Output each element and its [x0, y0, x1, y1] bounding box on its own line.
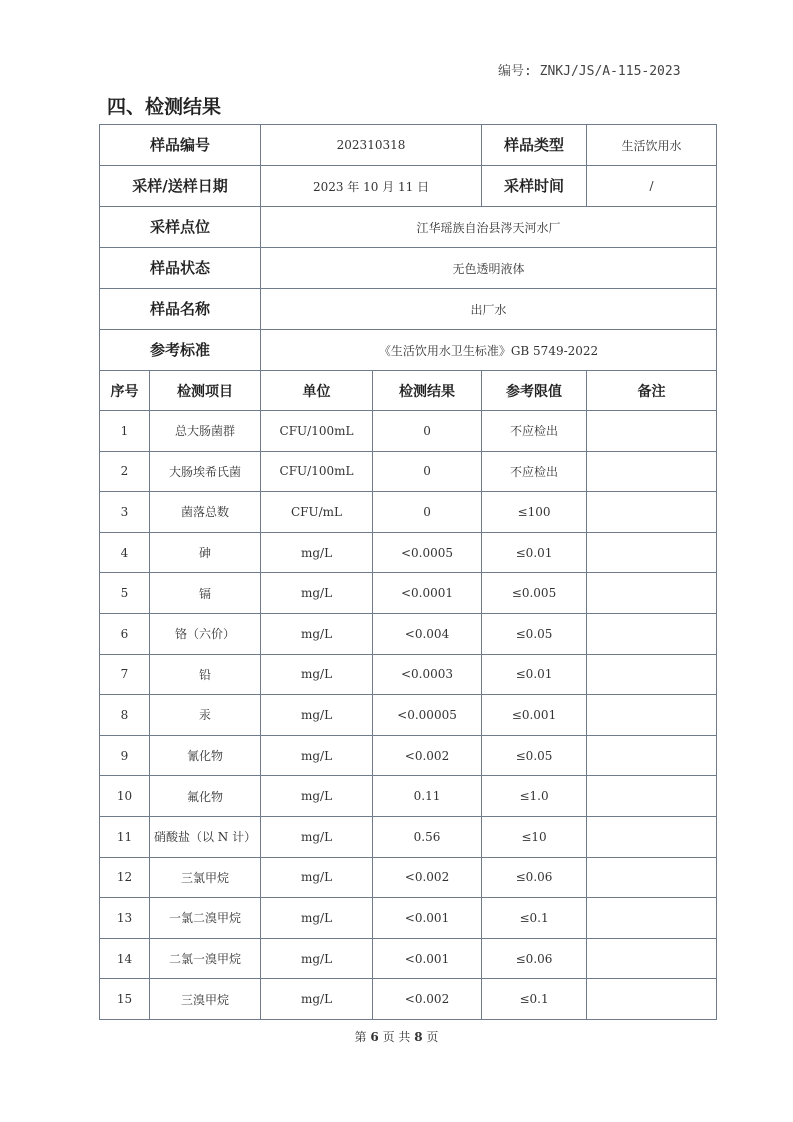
row-limit: 不应检出: [482, 411, 587, 452]
row-no: 8: [100, 695, 150, 736]
row-note: [587, 451, 717, 492]
row-no: 5: [100, 573, 150, 614]
info-row-sampling-date: [100, 166, 717, 207]
row-result: <0.001: [373, 898, 482, 939]
results-table: [99, 124, 717, 1020]
row-no: 6: [100, 613, 150, 654]
row-note: [587, 573, 717, 614]
table-row: [100, 411, 717, 452]
row-result: 0.56: [373, 816, 482, 857]
page-total: 8: [414, 1030, 423, 1044]
row-unit: mg/L: [261, 573, 373, 614]
row-no: 4: [100, 532, 150, 573]
row-unit: CFU/mL: [261, 492, 373, 533]
row-no: 10: [100, 776, 150, 817]
row-result: 0.11: [373, 776, 482, 817]
row-note: [587, 979, 717, 1020]
name-label: 样品名称: [100, 289, 261, 330]
table-row: [100, 938, 717, 979]
row-item: 大肠埃希氏菌: [150, 451, 261, 492]
row-no: 2: [100, 451, 150, 492]
table-row: [100, 776, 717, 817]
row-item: 汞: [150, 695, 261, 736]
row-limit: ≤0.1: [482, 979, 587, 1020]
info-row-name: [100, 289, 717, 330]
row-item: 镉: [150, 573, 261, 614]
sampling-time-label: 采样时间: [482, 166, 587, 207]
row-result: <0.001: [373, 938, 482, 979]
row-note: [587, 898, 717, 939]
page-prefix: 第: [354, 1030, 367, 1044]
row-limit: ≤0.1: [482, 898, 587, 939]
row-unit: mg/L: [261, 816, 373, 857]
row-note: [587, 532, 717, 573]
row-item: 铬（六价）: [150, 613, 261, 654]
table-row: [100, 451, 717, 492]
row-unit: mg/L: [261, 735, 373, 776]
row-item: 菌落总数: [150, 492, 261, 533]
row-unit: mg/L: [261, 776, 373, 817]
name-value: 出厂水: [261, 289, 717, 330]
row-no: 15: [100, 979, 150, 1020]
header-item: 检测项目: [150, 371, 261, 411]
page-suffix: 页: [426, 1030, 439, 1044]
table-row: [100, 573, 717, 614]
row-limit: ≤0.005: [482, 573, 587, 614]
table-row: [100, 857, 717, 898]
header-note: 备注: [587, 371, 717, 411]
table-row: [100, 654, 717, 695]
table-row: [100, 898, 717, 939]
row-result: <0.004: [373, 613, 482, 654]
row-result: 0: [373, 492, 482, 533]
state-label: 样品状态: [100, 248, 261, 289]
table-row: [100, 492, 717, 533]
row-result: 0: [373, 451, 482, 492]
row-item: 砷: [150, 532, 261, 573]
row-item: 氟化物: [150, 776, 261, 817]
row-result: <0.0001: [373, 573, 482, 614]
row-note: [587, 938, 717, 979]
section-title: 四、检测结果: [107, 96, 222, 118]
row-result: <0.002: [373, 857, 482, 898]
sample-type-label: 样品类型: [482, 125, 587, 166]
row-note: [587, 695, 717, 736]
header-result: 检测结果: [373, 371, 482, 411]
table-row: [100, 816, 717, 857]
row-limit: ≤0.01: [482, 532, 587, 573]
header-limit: 参考限值: [482, 371, 587, 411]
row-note: [587, 492, 717, 533]
row-item: 氰化物: [150, 735, 261, 776]
sample-no-label: 样品编号: [100, 125, 261, 166]
row-unit: mg/L: [261, 898, 373, 939]
row-limit: 不应检出: [482, 451, 587, 492]
row-result: <0.0003: [373, 654, 482, 695]
row-unit: CFU/100mL: [261, 451, 373, 492]
page-current: 6: [370, 1030, 379, 1044]
info-row-state: [100, 248, 717, 289]
table-row: [100, 613, 717, 654]
table-row: [100, 532, 717, 573]
row-limit: ≤0.05: [482, 613, 587, 654]
row-no: 13: [100, 898, 150, 939]
row-item: 三溴甲烷: [150, 979, 261, 1020]
row-item: 硝酸盐（以 N 计）: [150, 816, 261, 857]
row-item: 铅: [150, 654, 261, 695]
row-no: 14: [100, 938, 150, 979]
location-label: 采样点位: [100, 207, 261, 248]
row-note: [587, 654, 717, 695]
row-limit: ≤0.06: [482, 857, 587, 898]
page-mid: 页 共: [382, 1030, 411, 1044]
row-unit: mg/L: [261, 979, 373, 1020]
row-unit: mg/L: [261, 857, 373, 898]
row-no: 11: [100, 816, 150, 857]
location-value: 江华瑶族自治县涔天河水厂: [261, 207, 717, 248]
table-row: [100, 695, 717, 736]
table-header-row: [100, 371, 717, 411]
row-no: 7: [100, 654, 150, 695]
page-number: [0, 1028, 793, 1045]
row-result: <0.002: [373, 735, 482, 776]
row-result: 0: [373, 411, 482, 452]
info-row-location: [100, 207, 717, 248]
row-note: [587, 613, 717, 654]
standard-label: 参考标准: [100, 330, 261, 371]
row-no: 9: [100, 735, 150, 776]
row-unit: mg/L: [261, 695, 373, 736]
row-limit: ≤100: [482, 492, 587, 533]
info-row-standard: [100, 330, 717, 371]
row-result: <0.00005: [373, 695, 482, 736]
row-unit: mg/L: [261, 532, 373, 573]
row-item: 总大肠菌群: [150, 411, 261, 452]
standard-value: 《生活饮用水卫生标准》GB 5749-2022: [261, 330, 717, 371]
row-limit: ≤10: [482, 816, 587, 857]
row-limit: ≤0.06: [482, 938, 587, 979]
sampling-date-value: 2023 年 10 月 11 日: [261, 166, 482, 207]
table-row: [100, 979, 717, 1020]
row-unit: mg/L: [261, 938, 373, 979]
row-note: [587, 816, 717, 857]
row-limit: ≤1.0: [482, 776, 587, 817]
row-item: 二氯一溴甲烷: [150, 938, 261, 979]
row-unit: mg/L: [261, 613, 373, 654]
sampling-time-value: /: [587, 166, 717, 207]
sample-no-value: 202310318: [261, 125, 482, 166]
header-no: 序号: [100, 371, 150, 411]
row-limit: ≤0.001: [482, 695, 587, 736]
header-unit: 单位: [261, 371, 373, 411]
document-number: 编号: ZNKJ/JS/A-115-2023: [498, 64, 681, 79]
state-value: 无色透明液体: [261, 248, 717, 289]
row-note: [587, 857, 717, 898]
row-limit: ≤0.05: [482, 735, 587, 776]
row-limit: ≤0.01: [482, 654, 587, 695]
row-unit: mg/L: [261, 654, 373, 695]
row-result: <0.002: [373, 979, 482, 1020]
row-note: [587, 776, 717, 817]
row-result: <0.0005: [373, 532, 482, 573]
sampling-date-label: 采样/送样日期: [100, 166, 261, 207]
row-unit: CFU/100mL: [261, 411, 373, 452]
row-item: 一氯二溴甲烷: [150, 898, 261, 939]
info-row-sample-no: [100, 125, 717, 166]
row-item: 三氯甲烷: [150, 857, 261, 898]
row-note: [587, 411, 717, 452]
row-no: 12: [100, 857, 150, 898]
row-no: 3: [100, 492, 150, 533]
sample-type-value: 生活饮用水: [587, 125, 717, 166]
row-no: 1: [100, 411, 150, 452]
row-note: [587, 735, 717, 776]
table-row: [100, 735, 717, 776]
